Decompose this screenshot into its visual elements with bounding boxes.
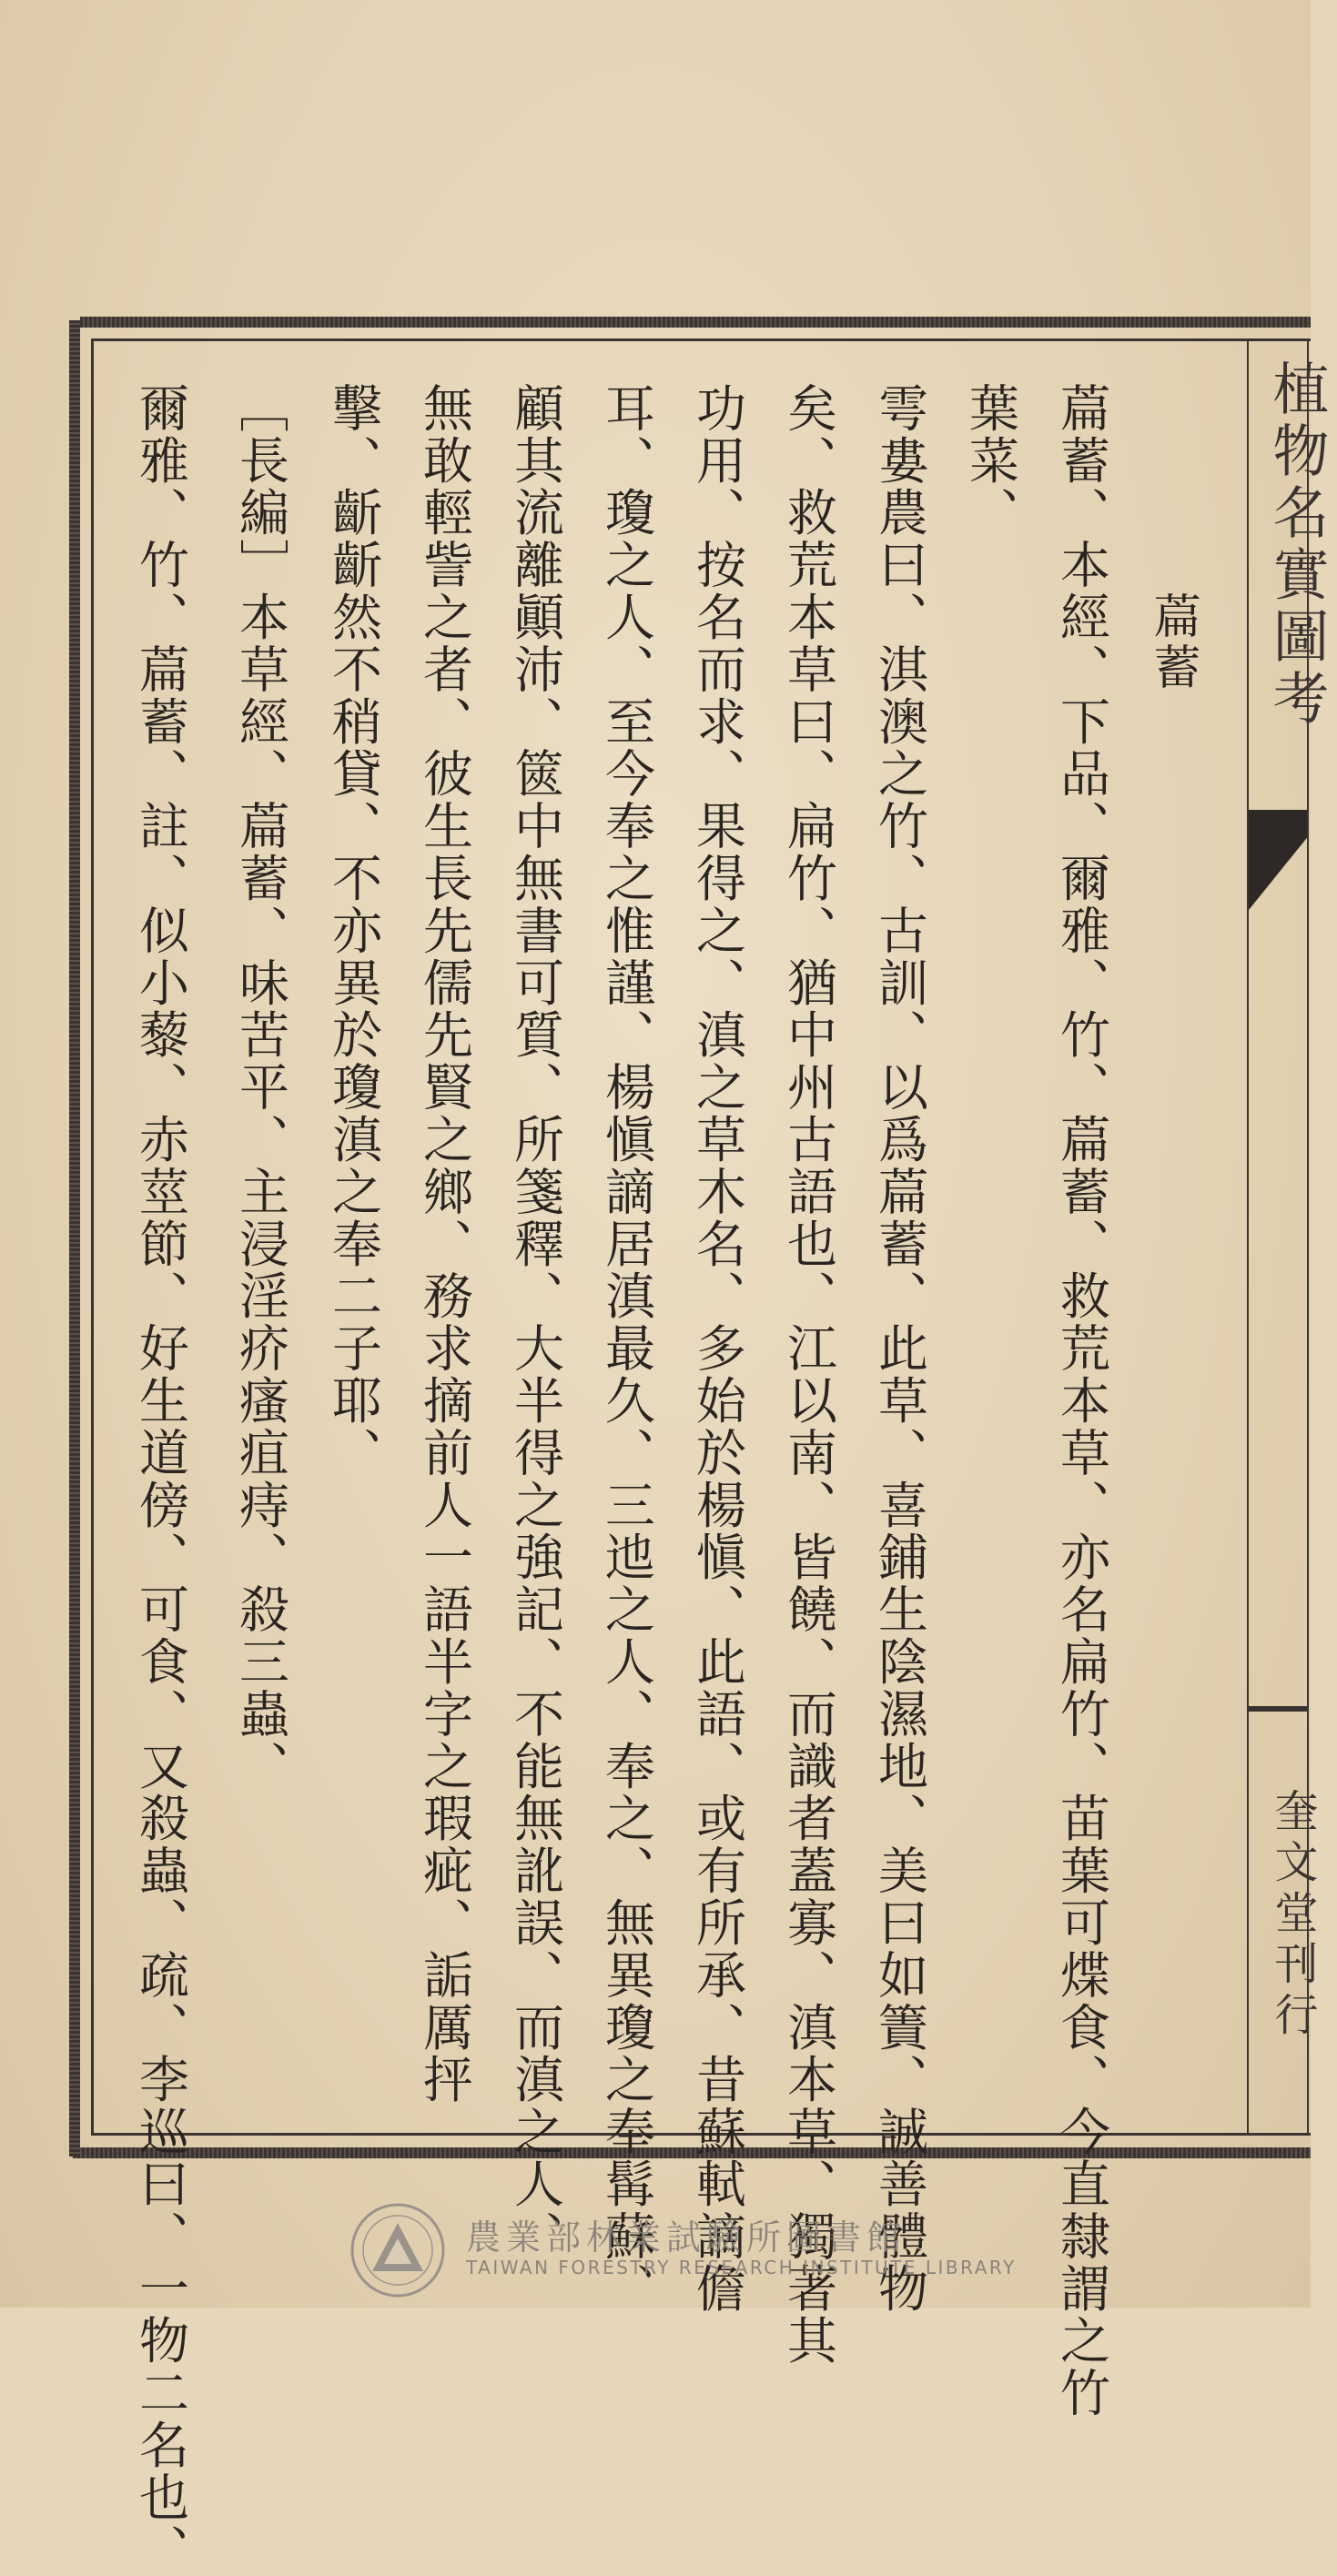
entry-title: 萹蓄 [1145, 591, 1200, 693]
frame-left-inner-line [91, 338, 94, 2136]
text-column: 葉菜、 [961, 382, 1019, 540]
text-column: 顧其流離顚沛、篋中無書可質、所箋釋、大半得之強記、不能無訛誤、而滇之人、 [506, 382, 564, 2263]
library-name-cn: 農業部林業試驗所圖書館 [466, 2217, 907, 2258]
text-column: 矣、救荒本草曰、扁竹、猶中州古語也、江以南、皆饒、而識者蓋寡、滇本草、獨著其 [779, 382, 837, 2368]
text-column: 功用、按名而求、果得之、滇之草木名、多始於楊愼、此語、或有所承、昔蘇軾謫儋 [688, 382, 746, 2315]
text-column: 無敢輕訾之者、彼生長先儒先賢之鄉、務求摘前人一語半字之瑕疵、詬厲抨 [415, 382, 473, 2106]
banxin-left-line [1247, 338, 1249, 2136]
library-name-en: TAIWAN FORESTRY RESEARCH INSTITUTE LIBRARY [466, 2257, 1017, 2278]
text-column: 雩婁農曰、淇澳之竹、古訓、以爲萹蓄、此草、喜鋪生陰濕地、美曰如簀、誠善體物 [870, 382, 928, 2315]
text-column: ［長編］本草經、萹蓄、味苦平、主浸淫疥瘙疽痔、殺三蟲、 [231, 382, 289, 1793]
banxin-bar [1249, 1706, 1307, 1712]
banxin-title: 植物名實圖考 [1263, 359, 1330, 731]
text-column: 爾雅、竹、萹蓄、註、似小藜、赤莖節、好生道傍、可食、又殺蟲、疏、李巡曰、一物二名也、 [131, 382, 189, 2576]
fishtail-mark [1249, 810, 1307, 910]
text-column: 擊、齗齗然不稍貸、不亦異於瓊滇之奉二子耶、 [324, 382, 382, 1480]
text-column: 萹蓄、本經、下品、爾雅、竹、萹蓄、救荒本草、亦名扁竹、苗葉可煠食、今直隸謂之竹 [1052, 382, 1110, 2419]
frame-top-inner-line [91, 338, 1311, 341]
text-column: 耳、瓊之人、至今奉之惟謹、楊愼謫居滇最久、三迆之人、奉之、無異瓊之奉髯蘇、 [597, 382, 655, 2315]
frame-top-border [80, 317, 1311, 328]
publisher-name: 奎文堂刊行 [1267, 1788, 1318, 2043]
library-seal-icon [348, 2200, 448, 2300]
frame-left-border [69, 320, 80, 2157]
